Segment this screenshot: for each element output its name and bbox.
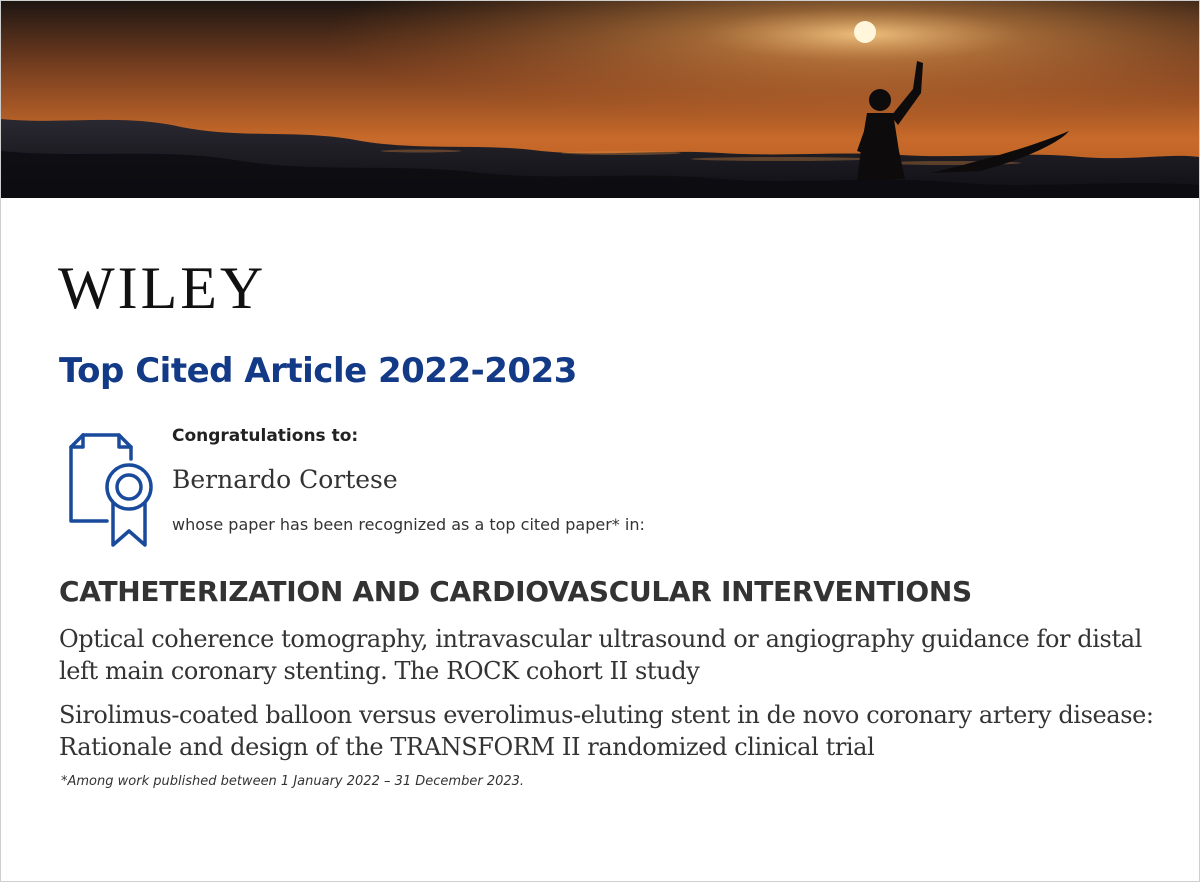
footnote: *Among work published between 1 January 2022 – 31 December 2023. bbox=[61, 774, 525, 789]
congratulations-label: Congratulations to: bbox=[172, 426, 359, 446]
paper-title-1: Optical coherence tomography, intravascular ultrasound or angiography guidance for distal left main coronary stenting. The ROCK cohort II study bbox=[59, 625, 1142, 685]
award-title: Top Cited Article 2022-2023 bbox=[59, 351, 577, 391]
paper-title-2: Sirolimus-coated balloon versus everolimus-eluting stent in de novo coronary artery disease: Rationale and design of the TRANSFORM II randomized clinical trial bbox=[59, 701, 1154, 761]
journal-name: CATHETERIZATION AND CARDIOVASCULAR INTERVENTIONS bbox=[59, 575, 972, 608]
recipient-name: Bernardo Cortese bbox=[172, 465, 398, 494]
recognition-text: whose paper has been recognized as a top cited paper* in: bbox=[172, 515, 645, 534]
banner-image bbox=[1, 1, 1199, 198]
wiley-logo: WILEY bbox=[58, 255, 267, 321]
certificate-ribbon-icon bbox=[67, 433, 157, 554]
surfer-sunset-photo bbox=[1, 1, 1199, 198]
